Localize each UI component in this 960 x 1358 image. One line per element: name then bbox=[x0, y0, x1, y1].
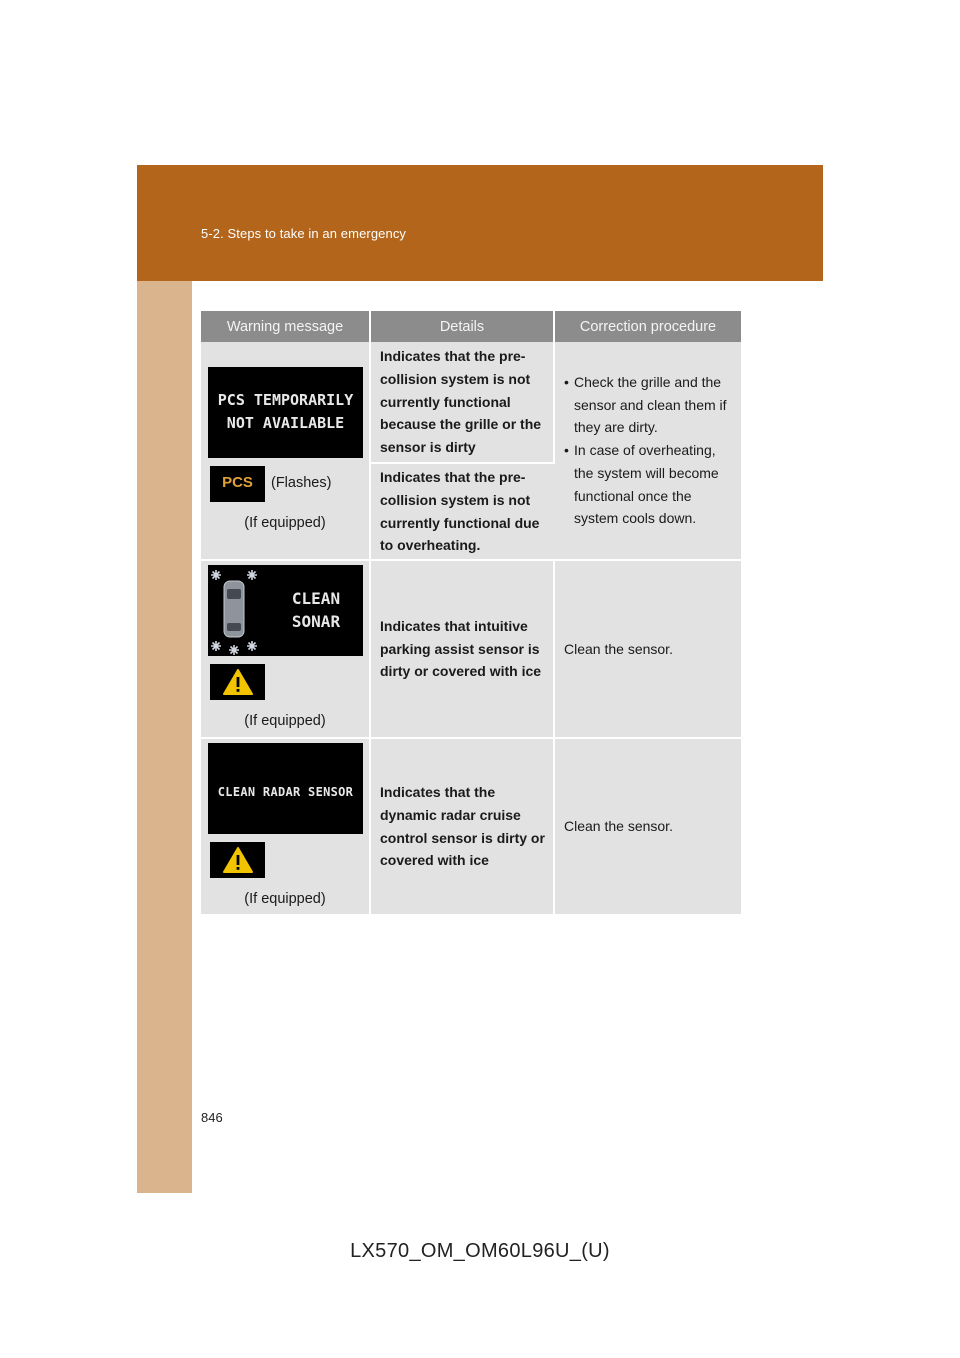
vehicle-top-view-icon bbox=[208, 565, 268, 656]
table-row bbox=[201, 560, 741, 738]
pcs-detail-overheating: Indicates that the pre-collision system is not currently functional due to overheating. bbox=[370, 463, 554, 560]
sonar-message-cell bbox=[201, 560, 370, 738]
snowflake-icon bbox=[229, 645, 239, 655]
pcs-temporarily-not-available-display bbox=[208, 367, 363, 458]
table-row bbox=[201, 738, 741, 915]
radar-message-cell bbox=[201, 738, 370, 915]
clean-sonar-display bbox=[208, 565, 363, 656]
table-header-row bbox=[201, 311, 741, 342]
sonar-detail: Indicates that intuitive parking assist sensor is dirty or covered with ice bbox=[370, 560, 554, 738]
pcs-detail-dirty: Indicates that the pre-collision system is not currently functional because the grille or the sensor is dirty bbox=[370, 342, 554, 463]
snowflake-icon bbox=[247, 570, 257, 580]
pcs-screen-line2: NOT AVAILABLE bbox=[226, 413, 345, 432]
document-code: LX570_OM_OM60L96U_(U) bbox=[350, 1240, 610, 1262]
list-item: • Check the grille and the sensor and clean them if they are dirty. bbox=[564, 374, 727, 436]
warning-table bbox=[201, 311, 741, 916]
flashes-label: (Flashes) bbox=[271, 475, 332, 492]
sonar-correction: Clean the sensor. bbox=[554, 560, 741, 738]
pcs-correction-list bbox=[564, 371, 733, 530]
list-item: • In case of overheating, the system will become functional once the system cools down. bbox=[564, 442, 719, 527]
table-row bbox=[201, 342, 741, 463]
snowflake-icon bbox=[211, 641, 221, 651]
radar-detail: Indicates that the dynamic radar cruise control sensor is dirty or covered with ice bbox=[370, 738, 554, 915]
column-header-correction-procedure: Correction procedure bbox=[554, 311, 741, 342]
section-title: 5-2. Steps to take in an emergency bbox=[201, 226, 407, 241]
snowflake-icon bbox=[211, 570, 221, 580]
if-equipped-label: (If equipped) bbox=[244, 890, 326, 907]
column-header-details: Details bbox=[370, 311, 554, 342]
pcs-screen-line1: PCS TEMPORARILY bbox=[217, 390, 354, 409]
clean-radar-sensor-display bbox=[208, 743, 363, 834]
sonar-screen-line1: CLEAN bbox=[291, 589, 341, 609]
side-strip bbox=[137, 165, 192, 1193]
if-equipped-label: (If equipped) bbox=[244, 713, 326, 730]
snowflake-icon bbox=[247, 641, 257, 651]
column-header-warning-message: Warning message bbox=[201, 311, 370, 342]
pcs-badge-text: PCS bbox=[222, 474, 253, 492]
pcs-message-cell bbox=[201, 342, 370, 560]
warning-triangle-icon bbox=[210, 842, 265, 878]
radar-correction: Clean the sensor. bbox=[554, 738, 741, 915]
page-number: 846 bbox=[201, 1110, 223, 1125]
if-equipped-label: (If equipped) bbox=[244, 514, 326, 531]
warning-triangle-icon bbox=[210, 664, 265, 700]
sonar-screen-line2: SONAR bbox=[291, 612, 341, 632]
header-band bbox=[137, 165, 823, 281]
pcs-indicator-icon bbox=[210, 466, 265, 502]
pcs-correction-cell bbox=[554, 342, 741, 560]
radar-screen-text: CLEAN RADAR SENSOR bbox=[217, 784, 354, 799]
